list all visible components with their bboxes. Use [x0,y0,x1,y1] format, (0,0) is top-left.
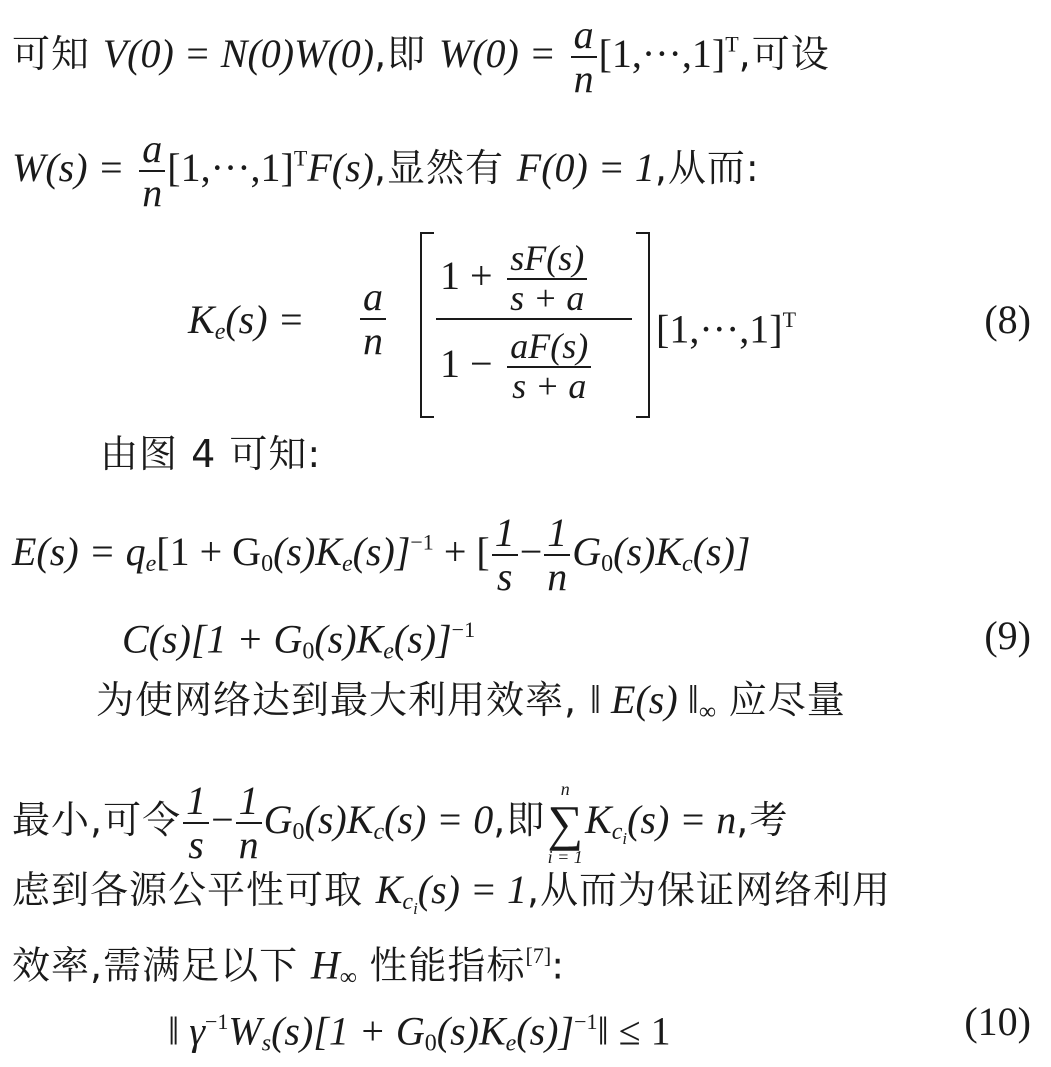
eq-part: (s)K [304,797,374,842]
fraction-denominator: s [188,822,204,867]
subscript-i: i [413,899,418,919]
fraction-numerator: aF(s) [507,328,591,368]
eq8-top-part [440,240,589,318]
equation-number: (10) [964,999,1031,1044]
paragraph-line-6 [12,866,891,933]
subscript: 0 [424,1030,437,1057]
fraction-numerator: a [139,128,165,172]
fraction-numerator: a [571,14,597,58]
fraction-numerator: 1 [236,780,262,824]
eq-part: (s)K [613,529,683,574]
subscript: e [145,551,157,577]
subscript: e [341,551,353,577]
top-lead: 1 + [440,252,493,298]
superscript: −1 [451,617,476,642]
equation-fs: F(s) [307,145,374,190]
eq8-vector [656,296,796,353]
fraction-bottom [507,328,591,406]
text-mid: ,即 [493,798,546,842]
text-mid: ,显然有 [373,146,505,190]
equation-f0: F(0) = 1 [516,145,655,190]
subscript-e: e [214,319,226,345]
right-bracket [636,232,650,418]
text-lead: 虑到各源公平性可取 [12,868,364,912]
vector-ones: [1,···,1] [167,145,294,190]
eq-part: (s)K [436,1008,506,1054]
sum-upper-limit: n [560,779,570,799]
citation-ref: [7] [525,943,552,968]
fraction-denominator: n [363,318,383,363]
fraction-denominator: s + a [510,277,585,318]
eq-part: ‖ γ [168,1008,205,1054]
text-tail: ,从而为保证网络利用 [526,868,892,912]
fraction-denominator: n [573,56,594,101]
equation-v0: V(0) = N(0)W(0) [102,31,375,76]
fraction-numerator: 1 [544,512,570,556]
text-tail: ,考 [736,798,789,842]
paragraph-line-5 [12,780,788,866]
paragraph-line-3 [100,430,321,478]
eq-part: [1 + G [156,529,262,574]
eq-part: K [585,797,612,842]
eq-part: (s)] [393,616,452,662]
text-tail: 应尽量 [728,678,846,722]
equation-w0: W(0) = [438,31,556,76]
superscript: −1 [410,529,434,555]
paragraph-line-2 [12,128,760,214]
eq-part: (s)] [352,529,411,574]
text-mid: ,即 [374,32,427,76]
eq-part: + [ [433,529,490,574]
text: 为使网络达到最大利用效率, [96,678,578,722]
norm-expression: ‖ E(s) ‖ [589,677,699,722]
argument-s: (s) = [225,297,305,342]
sum-symbol: ∑ [547,795,584,851]
eq-part: (s)K [314,616,384,662]
fraction-numerator: 1 [492,512,518,556]
subscript: ∞ [339,964,357,991]
subscript [611,819,628,849]
transpose-mark: T [293,145,308,171]
subscript: c [682,551,693,577]
subscript-c: c [611,819,623,845]
eq-part: H [310,942,340,988]
equation-ws: W(s) = [12,145,125,190]
equation-9-line-2 [122,606,475,675]
equation-10 [168,998,671,1067]
minus-sign: − [519,529,543,574]
text: 由图 4 可知: [100,432,322,476]
eq-part: (s) = 0 [384,797,494,842]
fraction-top [507,240,587,318]
subscript: 0 [302,638,315,665]
fraction-denominator: s [496,554,513,599]
text-lead: 效率,需满足以下 [12,943,299,988]
bottom-lead: 1 − [440,340,493,386]
fraction-a-over-n [360,276,386,362]
text-lead: 可知 [12,32,91,76]
eq-part: ‖ ≤ 1 [597,1008,671,1054]
eq-part: (s) = n [627,797,737,842]
text-lead: 最小,可令 [12,798,182,842]
summation [547,780,583,866]
fraction-denominator: n [142,170,163,215]
paragraph-line-4 [96,676,846,736]
subscript: e [383,638,394,665]
eq-part: E(s) = q [12,529,146,574]
eq-part: (s)K [273,529,342,574]
subscript: s [261,1030,272,1057]
fraction-denominator: s + a [512,365,587,406]
fraction-denominator: n [547,554,568,599]
superscript: −1 [205,1009,229,1034]
text-tail: ,可设 [738,32,830,76]
subscript: e [505,1030,517,1057]
minus-sign: − [211,797,234,842]
superscript: −1 [574,1009,598,1034]
subscript: 0 [261,551,274,577]
eq-part: (s)] [516,1008,575,1054]
eq-part: (s) = 1 [417,867,527,912]
sum-lower-limit: i = 1 [547,847,583,867]
equation-number: (8) [984,297,1031,342]
vector-ones: [1,···,1] [598,31,726,76]
eq-part: (s)] [692,529,751,574]
fraction-1-over-n [544,512,570,598]
equation-number: (9) [984,613,1031,658]
subscript: 0 [601,551,614,577]
eq8-prefactor [358,276,388,362]
fraction-1-over-n [236,780,262,866]
subscript-c: c [402,889,414,915]
text-mid: 性能指标 [369,943,526,988]
subscript-i: i [622,829,628,849]
text-tail: : [551,943,566,988]
symbol-k: K [188,297,215,342]
main-fraction-bar [436,318,632,320]
subscript [402,889,418,919]
fraction-1-over-s [183,780,209,866]
subscript: 0 [292,819,305,845]
fraction-numerator: 1 [183,780,209,824]
transpose-mark: T [725,31,739,57]
eq-part: G [263,797,293,842]
eq-part: K [375,867,403,912]
subscript: c [373,819,385,845]
vector-ones: [1,···,1] [656,306,783,352]
equation-9-line-1 [12,512,750,598]
fraction-a-over-n [139,128,165,214]
transpose-mark: T [782,307,797,332]
fraction-a-over-n [571,14,597,100]
left-bracket [420,232,434,418]
text-tail: ,从而: [654,146,760,190]
eq-part: G [572,529,602,574]
fraction-numerator: sF(s) [507,240,587,280]
eq8-bottom-part [440,328,593,406]
paragraph-line-7 [12,932,565,1001]
fraction-numerator: a [360,276,386,320]
fraction-denominator: n [238,822,259,867]
subscript: ∞ [698,699,717,725]
eq8-lhs [188,296,305,356]
fraction-1-over-s [492,512,518,598]
eq-part: C(s)[1 + G [122,616,303,662]
eq-part: W [228,1008,262,1054]
eq-part: (s)[1 + G [271,1008,425,1054]
paragraph-line-1 [12,14,830,100]
